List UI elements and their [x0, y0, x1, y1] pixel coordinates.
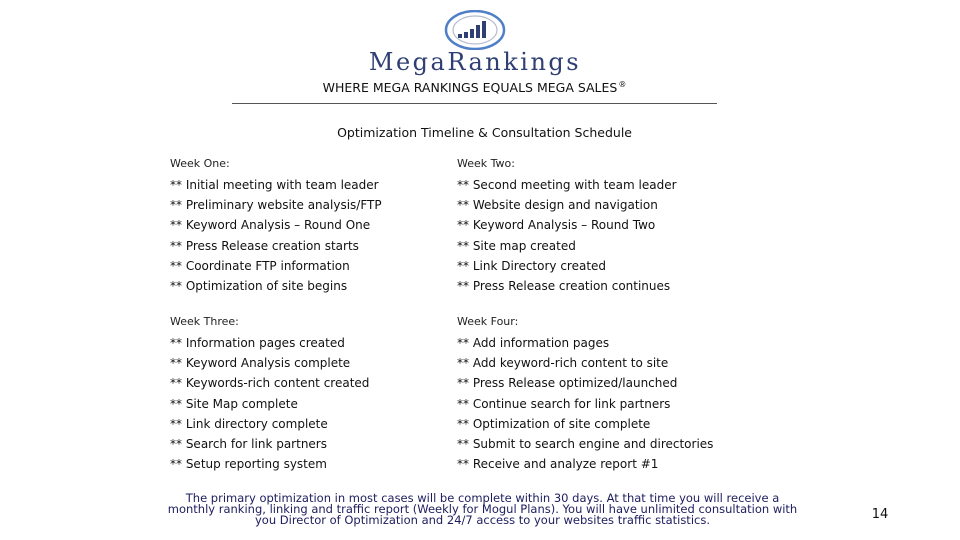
registered-mark: ®: [618, 80, 627, 89]
list-item: ** Add keyword-rich content to site: [457, 356, 669, 371]
week-task-list: [170, 175, 450, 296]
header-divider: [232, 103, 717, 104]
list-item: ** Coordinate FTP information: [170, 258, 350, 273]
list-item: ** Press Release creation continues: [457, 279, 671, 294]
list-item: ** Press Release creation starts: [170, 238, 359, 253]
bar-chart-globe-icon: [444, 10, 506, 50]
list-item: ** Website design and navigation: [457, 198, 658, 213]
list-item: ** Keyword Analysis – Round One: [170, 218, 371, 233]
list-item: ** Receive and analyze report #1: [457, 457, 659, 472]
list-item: ** Keyword Analysis complete: [170, 356, 351, 371]
tagline: [232, 80, 717, 95]
list-item: ** Optimization of site complete: [457, 416, 651, 431]
tagline-text: WHERE MEGA RANKINGS EQUALS MEGA SALES: [322, 80, 618, 96]
list-item: ** Setup reporting system: [170, 457, 327, 472]
list-item: ** Link directory complete: [170, 416, 328, 431]
week-heading: Week One:: [170, 157, 230, 170]
list-item: ** Preliminary website analysis/FTP: [170, 198, 382, 213]
logo-wordmark: MegaRankings: [368, 48, 582, 76]
week-heading: Week Two:: [457, 157, 515, 170]
list-item: ** Initial meeting with team leader: [170, 178, 379, 192]
week-task-list: [457, 175, 737, 296]
list-item: ** Site map created: [457, 238, 576, 253]
week-task-list: [457, 333, 737, 474]
list-item: ** Information pages created: [170, 336, 345, 350]
list-item: ** Optimization of site begins: [170, 279, 348, 294]
week-heading: Week Three:: [170, 315, 239, 328]
week-two-section: [457, 156, 737, 296]
list-item: ** Keywords-rich content created: [170, 376, 370, 391]
list-item: ** Add information pages: [457, 336, 610, 350]
page-number: 14: [871, 507, 889, 522]
list-item: ** Site Map complete: [170, 396, 298, 411]
list-item: ** Search for link partners: [170, 437, 327, 452]
week-one-section: [170, 156, 450, 296]
page-title: Optimization Timeline & Consultation Schedule: [337, 125, 632, 140]
list-item: ** Link Directory created: [457, 258, 607, 273]
list-item: ** Second meeting with team leader: [457, 178, 677, 192]
week-three-section: [170, 314, 450, 474]
list-item: ** Submit to search engine and directories: [457, 437, 714, 452]
week-task-list: [170, 333, 450, 474]
megarankings-logo: [350, 10, 600, 76]
week-four-section: [457, 314, 737, 474]
list-item: ** Continue search for link partners: [457, 396, 671, 411]
footer-note: The primary optimization in most cases will be complete within 30 days. At that time you will receive a monthly ranking, linking and traffic report (Weekly for Mogul Plans). You will have unlimited consultation with you Director of Optimization and 24/7 access to your websites traffic statistics.: [167, 491, 798, 527]
week-heading: Week Four:: [457, 315, 519, 328]
list-item: ** Keyword Analysis – Round Two: [457, 218, 656, 233]
list-item: ** Press Release optimized/launched: [457, 376, 678, 391]
